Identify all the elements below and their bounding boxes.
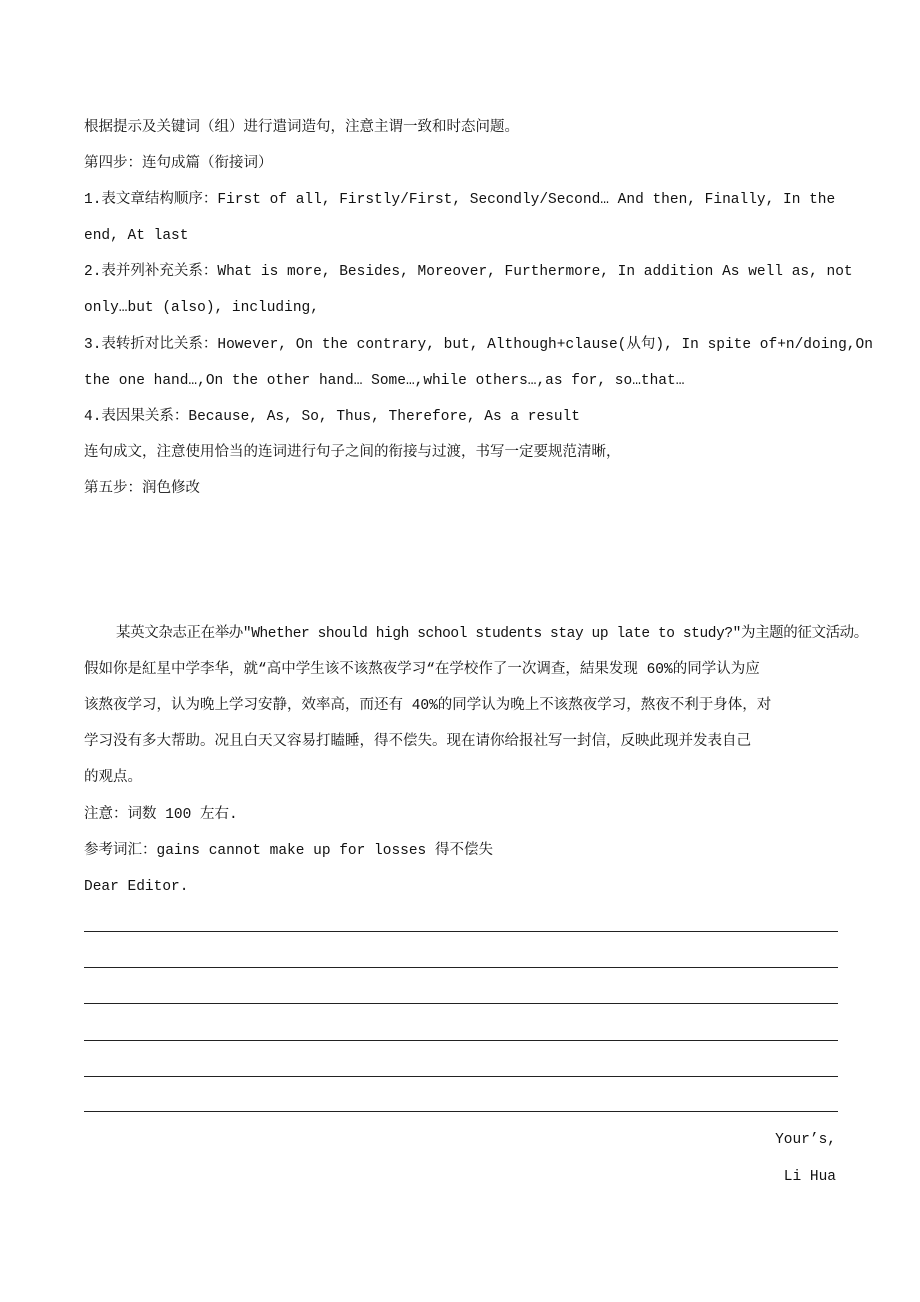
summary-text: 连句成文，注意使用恰当的连词进行句子之间的衔接与过渡，书写一定要规范清晰， <box>84 445 621 461</box>
reference-vocab: 参考词汇：gains cannot make up for losses 得不偿失 <box>84 843 493 859</box>
task-line-5: 的观点。 <box>84 770 142 786</box>
intro-text: 根据提示及关键词（组）进行遣词造句，注意主谓一致和时态问题。 <box>84 120 519 136</box>
closing: Your’s, <box>775 1132 836 1148</box>
step5-heading: 第五步：润色修改 <box>84 481 200 497</box>
task-line-2: 假如你是紅星中学李华，就“高中学生该不该熬夜学习“在学校作了一次调查，結果发现 60%的同学认为应 <box>84 662 760 678</box>
item1-line2: end, At last <box>84 228 189 244</box>
writing-line <box>84 1040 838 1041</box>
item2-line2: only…but (also), including, <box>84 300 319 316</box>
writing-line <box>84 931 838 932</box>
step4-heading: 第四步：连句成篇（衔接词） <box>84 156 273 172</box>
task-line-4: 学习没有多大帮助。况且白天又容易打瞌睡，得不偿失。现在请你给报社写一封信，反映此现并发表自己 <box>84 734 751 750</box>
signature: Li Hua <box>783 1169 836 1185</box>
writing-line <box>84 967 838 968</box>
item3-line2: the one hand…,On the other hand… Some…,while others…,as for, so…that… <box>84 373 685 389</box>
word-count-note: 注意：词数 100 左右. <box>84 807 238 823</box>
task-line-1: 某英文杂志正在举办"Whether should high school students stay up late to study?"为主题的征文活动。 <box>116 626 868 642</box>
task-line-3: 该熬夜学习，认为晚上学习安静，效率高，而还有 40%的同学认为晚上不该熬夜学习，熬夜不利于身体，对 <box>84 698 772 714</box>
item4-line: 4.表因果关系：Because, As, So, Thus, Therefore, As a result <box>84 409 580 425</box>
salutation: Dear Editor. <box>84 879 189 895</box>
item3-line1: 3.表转折对比关系：However, On the contrary, but, Although+clause(从句), In spite of+n/doing,On <box>84 337 873 353</box>
writing-line <box>84 1003 838 1004</box>
writing-line <box>84 1111 838 1112</box>
item1-line1: 1.表文章结构顺序：First of all, Firstly/First, Secondly/Second… And then, Finally, In the <box>84 192 836 208</box>
writing-line <box>84 1076 838 1077</box>
item2-line1: 2.表并列补充关系：What is more, Besides, Moreover, Furthermore, In addition As well as, not <box>84 264 853 280</box>
